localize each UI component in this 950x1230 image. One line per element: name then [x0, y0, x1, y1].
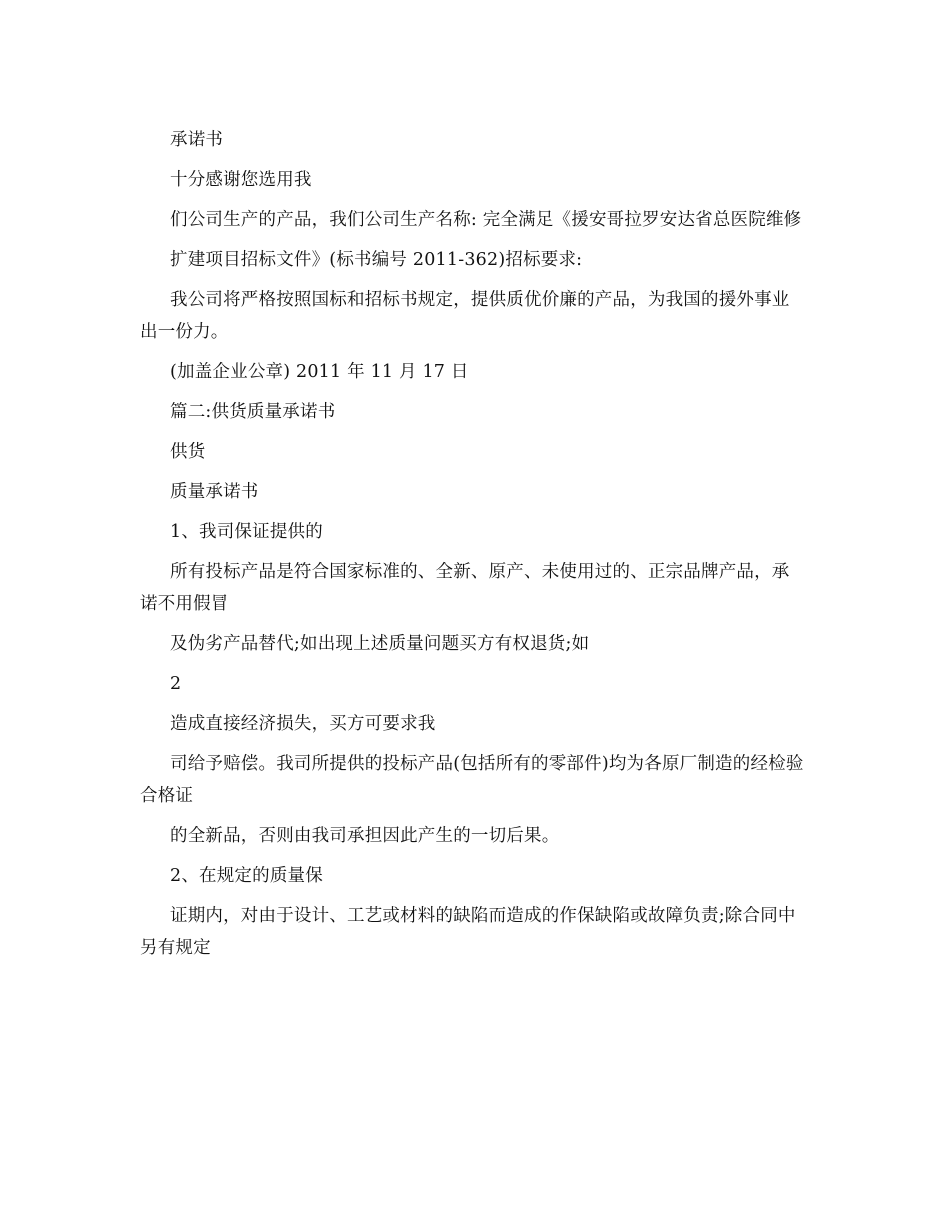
paragraph: 及伪劣产品替代;如出现上述质量问题买方有权退货;如	[170, 634, 590, 654]
page-number: 2	[170, 674, 182, 694]
paragraph: 司给予赔偿。我司所提供的投标产品(包括所有的零部件)均为各原厂制造的经检验合格证	[140, 754, 804, 806]
paragraph: 我公司将严格按照国标和招标书规定，提供质优价廉的产品，为我国的援外事业出一份力。	[140, 290, 790, 342]
paragraph: 扩建项目招标文件》(标书编号 2011-362)招标要求:	[170, 250, 583, 270]
seal-date-line: (加盖企业公章) 2011 年 11 月 17 日	[170, 362, 469, 382]
heading-pledge: 承诺书	[170, 130, 224, 150]
list-item: 1、我司保证提供的	[170, 522, 323, 542]
paragraph: 质量承诺书	[170, 482, 259, 502]
paragraph: 供货	[170, 442, 206, 462]
paragraph: 所有投标产品是符合国家标准的、全新、原产、未使用过的、正宗品牌产品，承诺不用假冒	[140, 562, 790, 614]
paragraph: 的全新品，否则由我司承担因此产生的一切后果。	[170, 826, 560, 846]
section-title: 篇二:供货质量承诺书	[170, 402, 336, 422]
document-body	[140, 124, 805, 972]
paragraph: 造成直接经济损失，买方可要求我	[170, 714, 436, 734]
paragraph: 十分感谢您选用我	[170, 170, 312, 190]
list-item: 2、在规定的质量保	[170, 866, 323, 886]
paragraph: 们公司生产的产品，我们公司生产名称: 完全满足《援安哥拉罗安达省总医院维修	[170, 210, 802, 230]
paragraph: 证期内，对由于设计、工艺或材料的缺陷而造成的作保缺陷或故障负责;除合同中另有规定	[140, 906, 796, 958]
